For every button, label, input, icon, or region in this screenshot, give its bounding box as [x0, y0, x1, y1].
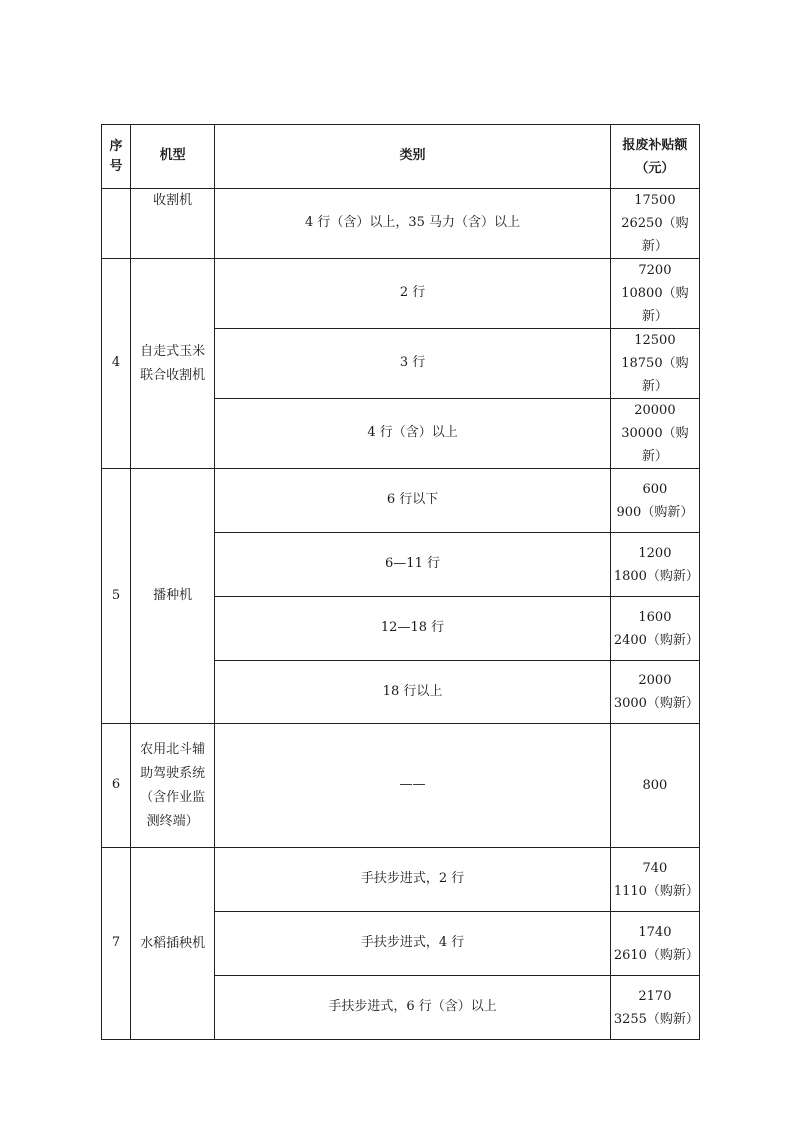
cell-amount — [610, 259, 699, 329]
header-amount — [610, 125, 699, 189]
model-line: 播种机 — [153, 588, 193, 603]
amount-value: 20000 — [634, 403, 676, 418]
cell-amount — [610, 399, 699, 469]
amount-value: 17500 — [634, 193, 676, 208]
cell-amount — [610, 469, 699, 533]
header-category: 类别 — [215, 125, 611, 189]
cell-amount — [610, 724, 699, 848]
amount-new-value: 1110（购新） — [613, 883, 699, 899]
amount-value: 800 — [642, 778, 668, 793]
table-row — [102, 259, 700, 329]
cell-category: 手扶步进式，6 行（含）以上 — [215, 976, 611, 1040]
model-line: 助驾驶系统 — [140, 765, 206, 781]
cell-category: —— — [215, 724, 611, 848]
amount-value: 2170 — [638, 988, 672, 1004]
cell-category: 4 行（含）以上 — [215, 399, 611, 469]
header-no-line-2: 号 — [109, 158, 123, 174]
amount-value: 600 — [642, 481, 668, 497]
amount-new-value: 3000（购新） — [613, 696, 699, 711]
cell-category: 手扶步进式，2 行 — [215, 848, 611, 912]
cell-category: 3 行 — [215, 329, 611, 399]
cell-category: 4 行（含）以上，35 马力（含）以上 — [215, 189, 611, 259]
cell-category: 6 行以下 — [215, 469, 611, 533]
cell-category: 18 行以上 — [215, 661, 611, 724]
model-line: 联合收割机 — [140, 367, 206, 383]
amount-value: 740 — [642, 860, 668, 876]
amount-new-value: 900（购新） — [616, 504, 694, 520]
model-line: 水稻插秧机 — [140, 935, 206, 951]
cell-no: 7 — [102, 848, 131, 1040]
cell-category: 6—11 行 — [215, 533, 611, 597]
cell-no — [102, 189, 131, 259]
cell-amount — [610, 597, 699, 661]
amount-value: 12500 — [634, 333, 676, 348]
amount-new-value: 18750（购新） — [621, 356, 689, 394]
header-no-line-1: 序 — [109, 139, 123, 154]
amount-value: 2000 — [638, 673, 672, 688]
cell-no: 5 — [102, 469, 131, 724]
amount-value: 1740 — [638, 924, 672, 940]
model-line: 自走式玉米 — [140, 343, 206, 359]
header-amount-line-2: （元） — [635, 160, 675, 176]
table-row — [102, 189, 700, 259]
amount-new-value: 26250（购新） — [621, 216, 689, 254]
model-line: （含作业监 — [140, 789, 206, 805]
header-amount-line-1: 报废补贴额 — [622, 137, 688, 153]
cell-category: 手扶步进式，4 行 — [215, 912, 611, 976]
header-no — [102, 125, 131, 189]
table-body — [102, 125, 700, 1040]
cell-amount — [610, 661, 699, 724]
cell-model — [131, 469, 215, 724]
table-row — [102, 724, 700, 848]
cell-amount — [610, 848, 699, 912]
amount-value: 1200 — [638, 545, 672, 561]
cell-model — [131, 724, 215, 848]
cell-amount — [610, 189, 699, 259]
amount-new-value: 10800（购新） — [621, 286, 689, 324]
cell-model — [131, 848, 215, 1040]
cell-amount — [610, 976, 699, 1040]
model-line: 测终端） — [146, 813, 199, 829]
table-header-row — [102, 125, 700, 189]
table-row — [102, 469, 700, 533]
amount-new-value: 1800（购新） — [613, 568, 699, 584]
amount-new-value: 30000（购新） — [621, 426, 689, 464]
amount-new-value: 2400（购新） — [613, 632, 699, 648]
cell-no: 6 — [102, 724, 131, 848]
cell-model — [131, 259, 215, 469]
cell-amount — [610, 329, 699, 399]
cell-amount — [610, 912, 699, 976]
model-line: 农用北斗辅 — [140, 741, 206, 757]
amount-value: 1600 — [638, 609, 672, 625]
cell-no: 4 — [102, 259, 131, 469]
cell-category: 2 行 — [215, 259, 611, 329]
amount-new-value: 2610（购新） — [613, 947, 699, 963]
amount-new-value: 3255（购新） — [613, 1011, 699, 1027]
table-row — [102, 848, 700, 912]
cell-category: 12—18 行 — [215, 597, 611, 661]
cell-model: 收割机 — [131, 189, 215, 259]
subsidy-table — [101, 124, 700, 1040]
cell-amount — [610, 533, 699, 597]
header-model: 机型 — [131, 125, 215, 189]
amount-value: 7200 — [638, 263, 672, 278]
